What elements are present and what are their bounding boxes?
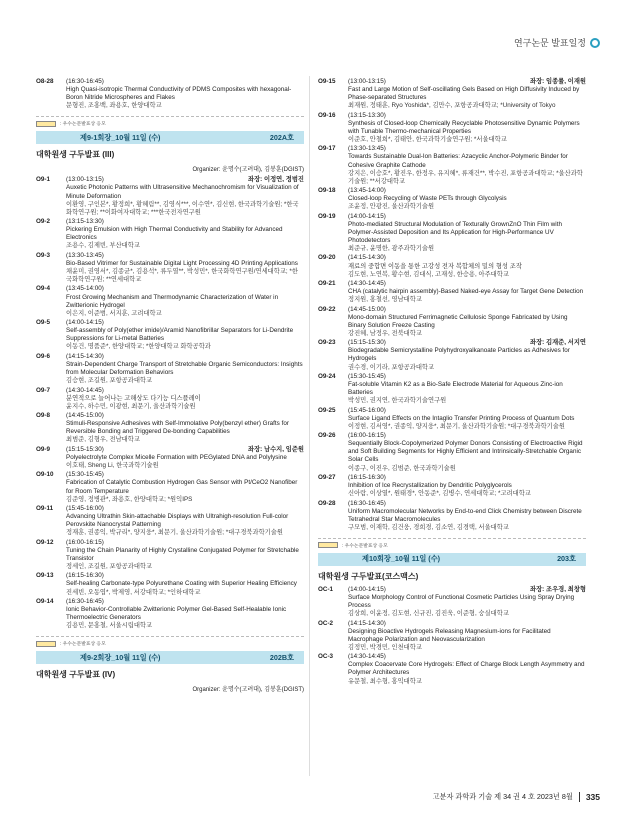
session-9-1-list <box>36 176 304 630</box>
time-line <box>66 387 304 395</box>
time-line <box>348 254 586 262</box>
paper-code: O9-10 <box>36 471 54 479</box>
entry-body <box>348 254 586 278</box>
entry-body <box>66 598 304 630</box>
entry-body <box>348 213 586 253</box>
entry-body <box>66 319 304 351</box>
abstract-entry <box>318 474 586 498</box>
paper-code: O9-6 <box>36 352 50 360</box>
paper-code: OC-3 <box>318 653 334 661</box>
time-slot: (14:30-14:45) <box>348 653 386 661</box>
time-slot: (16:00-16:15) <box>348 432 386 440</box>
chair: 좌장: 남수지, 임준원 <box>247 445 304 453</box>
time-line <box>66 412 304 420</box>
time-slot: (14:30-14:45) <box>66 386 104 394</box>
time-line <box>348 280 586 288</box>
paper-code: O9-24 <box>318 372 336 380</box>
entry-body <box>66 572 304 596</box>
time-line <box>66 252 304 260</box>
entry-body <box>348 339 586 371</box>
time-line <box>66 505 304 513</box>
award-legend <box>318 538 586 549</box>
time-slot: (13:00-13:15) <box>66 176 104 184</box>
entry-body <box>348 474 586 498</box>
session-name: 제10회장_10월 11일 (수) <box>362 554 441 564</box>
time-line <box>66 446 304 454</box>
entry-body <box>66 353 304 385</box>
abstract-entry <box>318 432 586 472</box>
time-line <box>348 500 586 508</box>
paper-authors: 권수경, 이기라, 포항공과대학교 <box>348 363 435 371</box>
paper-title: 분연적으로 늘어나는 고해상도 다기능 디스플레이 <box>66 394 201 402</box>
paper-code: O9-3 <box>36 251 50 259</box>
paper-title: Pickering Emulsion with High Thermal Conductivity and Stability for Advanced Electronics <box>66 226 283 242</box>
paper-title: Photo-mediated Structural Modulation of Texturally GrownZnO Thin Film with Polymer-Assisted Deposition and Its Application for High-Performance UV Photodetectors <box>348 220 562 244</box>
time-slot: (14:15-14:30) <box>66 352 104 360</box>
paper-authors: 이은지, 이준범, 서지훈, 고려대학교 <box>66 309 162 317</box>
abstract-entry <box>318 254 586 278</box>
paper-title: Stimuli-Responsive Adhesives with Self-Immolative Poly(benzyl ether) Grafts for Reversible Bonding and Triggered De-bonding Capabilities <box>66 420 289 436</box>
entry-body <box>66 471 304 503</box>
paper-title: High Quasi-isotropic Thermal Conductivity of PDMS Composites with hexagonal-Boron Nitride Microspheres and Flakes <box>66 86 292 102</box>
paper-authors: 김정민, 박경민, 인천대학교 <box>348 643 422 651</box>
column-divider <box>309 76 310 776</box>
session-banner-9-2 <box>36 651 304 664</box>
paper-title: Fat-soluble Vitamin K2 as a Bio-Safe Electrode Material for Aqueous Zinc-ion Batteries <box>348 381 563 397</box>
abstract-entry <box>318 407 586 431</box>
abstract-entry <box>318 145 586 185</box>
time-slot: (16:30-16:45) <box>66 597 104 605</box>
abstract-entry <box>318 339 586 371</box>
paper-code: O9-27 <box>318 473 336 481</box>
session-10-list <box>318 586 586 686</box>
page-number: 335 <box>579 792 600 802</box>
abstract-entry <box>36 353 304 385</box>
paper-authors: 구모범, 이재학, 김건웅, 경희경, 김소연, 김경택, 서울대학교 <box>348 523 509 531</box>
time-slot: (14:00-14:15) <box>348 212 386 220</box>
abstract-entry <box>318 306 586 338</box>
entry-body <box>348 187 586 211</box>
paper-code: O9-17 <box>318 145 336 153</box>
abstract-entry <box>36 505 304 537</box>
paper-code: O9-16 <box>318 111 336 119</box>
time-line <box>348 620 586 628</box>
time-slot: (13:00-13:15) <box>348 78 386 85</box>
paper-title: Mono-domain Structured Ferrimagnetic Cellulosic Sponge Fabricated by Using Binary Solution Freeze Casting <box>348 313 568 329</box>
time-line <box>348 653 586 661</box>
entry-body <box>348 280 586 304</box>
time-slot: (15:15-15:30) <box>348 339 386 347</box>
entry-body <box>66 176 304 216</box>
paper-authors: 최재원, 정태훈, Ryo Yoshida*, 김만수, 포항공과대학교; *University of Tokyo <box>348 102 556 110</box>
legend-swatch <box>318 542 338 548</box>
time-slot: (15:15-15:30) <box>66 445 104 453</box>
paper-code: O9-25 <box>318 406 336 414</box>
paper-code: O9-19 <box>318 212 336 220</box>
paper-title: Fast and Large Motion of Self-oscillating Gels Based on High Diffusivity Induced by Phase-separated Structures <box>348 86 580 102</box>
paper-authors: 신아람, 이상열*, 원태경*, 안동준*, 김병수, 연세대학교; *고려대학교 <box>348 490 531 498</box>
entry-body <box>66 387 304 411</box>
time-line <box>348 187 586 195</box>
chair: 좌장: 이정연, 정범진 <box>247 176 304 184</box>
page-footer <box>433 792 600 802</box>
entry-body <box>348 432 586 472</box>
paper-title: Biodegradable Semicrystalline Polyhydroxyalkanoate Particles as Adhesives for Hydrogels <box>348 347 570 363</box>
abstract-entry <box>36 252 304 284</box>
paper-authors: 김도현, 노연복, 황수현, 김대식, 고재성, 한승용, 아주대학교 <box>348 270 509 278</box>
legend-swatch <box>36 121 56 127</box>
time-slot: (14:30-14:45) <box>348 280 386 288</box>
entry-body <box>66 446 304 470</box>
paper-title: Uniform Macromolecular Networks by End-to-end Click Chemistry between Discrete Tetrahedral Star Macromolecules <box>348 507 582 523</box>
abstract-entry <box>36 319 304 351</box>
paper-title: Tuning the Chain Planarity of Highly Crystalline Conjugated Polymer for Stretchable Transistor <box>66 546 299 562</box>
paper-code: O9-15 <box>318 78 336 85</box>
abstract-entry <box>36 412 304 444</box>
left-column <box>36 78 304 696</box>
paper-code: O9-21 <box>318 280 336 288</box>
paper-title: Bio-Based Vitrimer for Sustainable Digital Light Processing 4D Printing Applications <box>66 259 298 267</box>
time-line <box>348 213 586 221</box>
entry-body <box>348 373 586 405</box>
paper-title: Ionic Behavior-Controllable Zwitterionic Polymer Gel-Based Self-Healable Ionic Thermoelectric Generators <box>66 606 287 622</box>
time-line <box>348 407 586 415</box>
entry-body <box>66 505 304 537</box>
paper-authors: 정세인, 조길원, 포항공과대학교 <box>66 562 153 570</box>
entry-body <box>348 620 586 652</box>
abstract-entry <box>36 471 304 503</box>
paper-title: Auxetic Photonic Patterns with Ultrasensitive Mechanochromism for Visualization of Minute Deformation <box>66 184 299 200</box>
session-organizer: Organizer: 윤명수(고려대), 김봉훈(DGIST) <box>192 167 304 174</box>
session-banner-10 <box>318 553 586 566</box>
time-slot: (16:00-16:15) <box>66 538 104 546</box>
paper-code: O9-12 <box>36 538 54 546</box>
paper-code: O9-14 <box>36 597 54 605</box>
time-line <box>66 572 304 580</box>
paper-code: O9-22 <box>318 305 336 313</box>
header-title: 연구논문 발표일정 <box>513 38 586 48</box>
paper-title: Sequentially Block-Copolymerized Polymer Donors Consisting of Electroactive Rigid and Soft Building Segments for Highly Efficient and Intrinsically-Stretchable Organic Solar Cells <box>348 440 583 464</box>
entry-body <box>66 252 304 284</box>
paper-authors: 이동건, 명품준*, 한양대학교; *한양대학교 화학공학과 <box>66 343 211 351</box>
abstract-entry <box>36 176 304 216</box>
time-line <box>66 285 304 293</box>
time-slot: (14:00-14:15) <box>66 319 104 327</box>
page-header <box>514 36 600 49</box>
time-line <box>348 306 586 314</box>
paper-authors: 김상희, 이윤정, 김도현, 신규진, 김진욱, 이준형, 숭실대학교 <box>348 610 509 618</box>
entry-body <box>348 145 586 185</box>
paper-authors: 조윤정, 안광진, 울산과학기술원 <box>348 203 435 211</box>
abstract-entry <box>36 387 304 411</box>
paper-code: O9-2 <box>36 218 50 226</box>
paper-authors: 정재훈, 권종익, 박규리*, 양지웅*, 최문기, 울산과학기술원; *대구경북과학기술원 <box>66 529 283 537</box>
time-slot: (15:30-15:45) <box>348 372 386 380</box>
paper-authors: 이환영, 구인본*, 황정희*, 황혜림**, 김영식***, 이수연*, 김신현, 한국과학기술원; *한국화학연구원; **이화여자대학교; ***한국전자연구원 <box>66 200 299 216</box>
abstract-entry <box>318 213 586 253</box>
legend-text: : 우수논문발표상 응모 <box>342 543 388 549</box>
time-slot: (14:45-15:00) <box>348 305 386 313</box>
paper-title: 재료의 중합면 이동을 통한 고강성 전자 복합체의 밀의 형성 조작 <box>348 262 522 270</box>
award-legend <box>36 636 304 647</box>
paper-authors: 조용수, 김제빈, 부산대학교 <box>66 242 140 250</box>
paper-code: O9-26 <box>318 432 336 440</box>
time-line <box>348 339 586 347</box>
time-slot: (13:15-13:30) <box>66 218 104 226</box>
paper-code: O9-28 <box>318 499 336 507</box>
abstract-entry <box>36 218 304 250</box>
paper-title: Towards Sustainable Dual-Ion Batteries: Azacyclic Anchor-Polymeric Binder for Cohesive Graphite Cathode <box>348 153 568 169</box>
time-line <box>348 78 586 86</box>
time-slot: (14:15-14:30) <box>348 254 386 262</box>
paper-code: O9-23 <box>318 339 336 347</box>
session-room: 202A호 <box>269 132 294 142</box>
time-slot: (15:45-16:00) <box>348 406 386 414</box>
time-line <box>66 218 304 226</box>
paper-title: Self-healing Carbonate-type Polyurethane Coating with Superior Healing Efficiency <box>66 580 297 588</box>
paper-authors: 박성민, 권지연, 한국과학기술연구원 <box>348 397 447 405</box>
paper-code: O9-9 <box>36 445 50 453</box>
paper-code: O9-4 <box>36 285 50 293</box>
session-title: 대학원생 구두발표 (IV) <box>36 670 116 680</box>
paper-authors: 진세빈, 오동엽*, 박제영, 서강대학교; *인하대학교 <box>66 588 201 596</box>
paper-authors: 최범준, 김형우, 전남대학교 <box>66 436 140 444</box>
paper-title: Strain-Dependent Charge Transport of Stretchable Organic Semiconductors: Insights from Molecular Deformation Behaviors <box>66 360 303 377</box>
abstract-entry <box>318 373 586 405</box>
paper-title: Synthesis of Closed-loop Chemically Recyclable Photosensitive Dynamic Polymers with Tunable Thermo-mechanical Properties <box>348 119 580 135</box>
paper-code: O9-8 <box>36 412 50 420</box>
entry-body <box>348 112 586 144</box>
time-line <box>348 586 586 594</box>
abstract-entry <box>36 539 304 571</box>
entry-body <box>348 407 586 431</box>
time-line <box>66 471 304 479</box>
time-line <box>66 319 304 327</box>
circle-icon <box>590 38 600 48</box>
right-list <box>318 78 586 532</box>
paper-authors: 채윤미, 권영서*, 김종균*, 김용석*, 류두열**, 박성민*, 한국화학연구원/연세대학교; *한국화학연구원; **연세대학교 <box>66 268 298 284</box>
abstract-entry <box>318 187 586 211</box>
paper-code: OC-1 <box>318 585 334 593</box>
session-organizer: Organizer: 윤명수(고려대), 김봉훈(DGIST) <box>192 687 304 694</box>
paper-title: Advancing Ultrathin Skin-attachable Displays with Ultrahigh-resolution Full-color Perovskite Nanocrystal Patterning <box>66 513 289 529</box>
chair: 좌장: 조우경, 최창형 <box>529 585 586 593</box>
paper-authors: 유문철, 최수형, 홍익대학교 <box>348 677 422 685</box>
paper-authors: 윤지수, 하수민, 이광현, 최문기, 울산과학기술원 <box>66 402 196 410</box>
time-slot: (13:45-14:00) <box>66 285 104 293</box>
paper-title: Inhibition of Ice Recrystallization by Dendritic Polyglycerols <box>348 482 512 490</box>
paper-title: Complex Coacervate Core Hydrogels: Effect of Charge Block Length Asymmetry and Polymer Architectures <box>348 661 585 677</box>
abstract-entry <box>318 112 586 144</box>
entry-body <box>348 586 586 618</box>
time-line <box>348 373 586 381</box>
paper-title: Polyelectrolyte Complex Micelle Formation with PEGylated DNA and Polylysine <box>66 453 287 461</box>
paper-code: O9-1 <box>36 176 50 184</box>
time-line <box>66 598 304 606</box>
time-line <box>66 78 304 86</box>
abstract-entry <box>36 572 304 596</box>
paper-title: Surface Ligand Effects on the Intaglio Transfer Printing Process of Quantum Dots <box>348 414 575 422</box>
journal-info: 고분자 과학과 기술 제 34 권 4 호 2023년 8월 <box>432 792 573 801</box>
session-title: 대학원생 구두발표(코스맥스) <box>318 571 419 581</box>
paper-code: O9-13 <box>36 572 54 580</box>
paper-code: O9-18 <box>318 187 336 195</box>
paper-authors: 문형진, 조홍백, 좌용호, 한양대학교 <box>66 102 162 110</box>
entry-body <box>66 539 304 571</box>
time-line <box>348 432 586 440</box>
time-line <box>66 539 304 547</box>
time-line <box>66 353 304 361</box>
time-line <box>348 474 586 482</box>
time-slot: (16:15-16:30) <box>66 572 104 580</box>
paper-authors: 강진혜, 남정우, 전북대학교 <box>348 329 422 337</box>
abstract-entry <box>318 500 586 532</box>
time-slot: (16:30-16:45) <box>348 499 386 507</box>
time-slot: (16:30-16:45) <box>66 78 104 85</box>
paper-title: Self-assembly of Poly(ether imide)/Aramid Nanofibrillar Separators for Li-Dendrite Suppressions for Li-metal Batteries <box>66 327 294 343</box>
abstract-entry <box>318 78 586 110</box>
paper-authors: 김용민, 문홍철, 서울시립대학교 <box>66 622 153 630</box>
time-slot: (14:15-14:30) <box>348 619 386 627</box>
abstract-entry <box>36 598 304 630</box>
session-title: 대학원생 구두발표 (III) <box>36 150 115 160</box>
paper-authors: 이정현, 김서영*, 권종익, 양지웅*, 최문기, 울산과학기술원; *대구경북과학기술원 <box>348 422 565 430</box>
entry-body <box>348 500 586 532</box>
paper-title: Surface Morphology Control of Functional Cosmetic Particles Using Spray Drying Process <box>348 594 575 610</box>
time-slot: (16:15-16:30) <box>348 473 386 481</box>
time-slot: (13:15-13:30) <box>348 111 386 119</box>
chair: 좌장: 임종률, 이재원 <box>529 78 586 85</box>
paper-code: O8-28 <box>36 78 54 85</box>
session-room: 202B호 <box>269 652 294 662</box>
time-slot: (13:30-13:45) <box>348 145 386 153</box>
entry-body <box>66 412 304 444</box>
paper-code: O9-11 <box>36 505 54 512</box>
right-column <box>318 78 586 687</box>
legend-text: : 우수논문발표상 응모 <box>60 122 106 128</box>
time-line <box>348 145 586 153</box>
time-slot: (13:45-14:00) <box>348 187 386 195</box>
time-slot: (14:00-14:15) <box>348 585 386 593</box>
abstract-entry <box>318 653 586 685</box>
time-slot: (15:45-16:00) <box>66 505 104 512</box>
paper-title: Closed-loop Recycling of Waste PETs through Glycolysis <box>348 195 507 203</box>
paper-code: O9-20 <box>318 254 336 262</box>
time-line <box>348 112 586 120</box>
paper-authors: 이호태, Sheng Li, 한국과학기술원 <box>66 461 159 469</box>
paper-authors: 강지은, 이승호*, 황진우, 한정우, 유지혜*, 류재건**, 박수진, 포항공과대학교; *울산과학기술원; **서강대학교 <box>348 169 583 185</box>
paper-authors: 최준규, 윤명한, 광주과학기술원 <box>348 245 435 253</box>
paper-authors: 김승현, 조길원, 포항공과대학교 <box>66 377 153 385</box>
paper-authors: 이종구, 이진우, 김범준, 한국과학기술원 <box>348 464 456 472</box>
paper-code: OC-2 <box>318 619 334 627</box>
abstract-entry <box>318 620 586 652</box>
abstract-entry <box>36 446 304 470</box>
entry-body <box>66 285 304 317</box>
session-name: 제9-1회장_10월 11일 (수) <box>80 132 161 142</box>
chair: 좌장: 김재준, 서지연 <box>529 339 586 347</box>
paper-title: CHA (catalytic hairpin assembly)-Based Naked-eye Assay for Target Gene Detection <box>348 288 584 296</box>
entry-body <box>66 78 304 110</box>
paper-authors: 이준호, 안철희*, 김태안, 한국과학기술연구원; *서울대학교 <box>348 135 507 143</box>
legend-swatch <box>36 641 56 647</box>
paper-code: O9-5 <box>36 319 50 327</box>
time-slot: (13:30-13:45) <box>66 251 104 259</box>
time-slot: (14:45-15:00) <box>66 412 104 420</box>
abstract-entry <box>36 78 304 110</box>
entry-body <box>66 218 304 250</box>
session-room: 203호 <box>557 554 576 564</box>
paper-code: O9-7 <box>36 386 50 394</box>
time-slot: (15:30-15:45) <box>66 471 104 479</box>
abstract-entry <box>318 586 586 618</box>
entry-body <box>348 306 586 338</box>
paper-title: Frost Growing Mechanism and Thermodynamic Characterization of Water in Zwitterionic Hydrogel <box>66 293 279 309</box>
entry-body <box>348 78 586 110</box>
award-legend <box>36 116 304 127</box>
time-line <box>66 176 304 184</box>
paper-title: Designing Bioactive Hydrogels Releasing Magnesium-ions for Facilitated Macrophage Polarization and Neovascularization <box>348 627 551 643</box>
abstract-entry <box>318 280 586 304</box>
paper-authors: 김준영, 정병관*, 좌용호, 한양대학교; *원익IPS <box>66 495 193 503</box>
left-top-list <box>36 78 304 110</box>
abstract-entry <box>36 285 304 317</box>
entry-body <box>348 653 586 685</box>
paper-authors: 정지원, 홍철선, 영남대학교 <box>348 296 422 304</box>
session-name: 제9-2회장_10월 11일 (수) <box>80 652 161 662</box>
session-banner-9-1 <box>36 131 304 144</box>
legend-text: : 우수논문발표상 응모 <box>60 642 106 648</box>
paper-title: Fabrication of Catalytic Combustion Hydrogen Gas Sensor with Pt/CeO2 Nanofiber for Room Temperature <box>66 479 298 495</box>
